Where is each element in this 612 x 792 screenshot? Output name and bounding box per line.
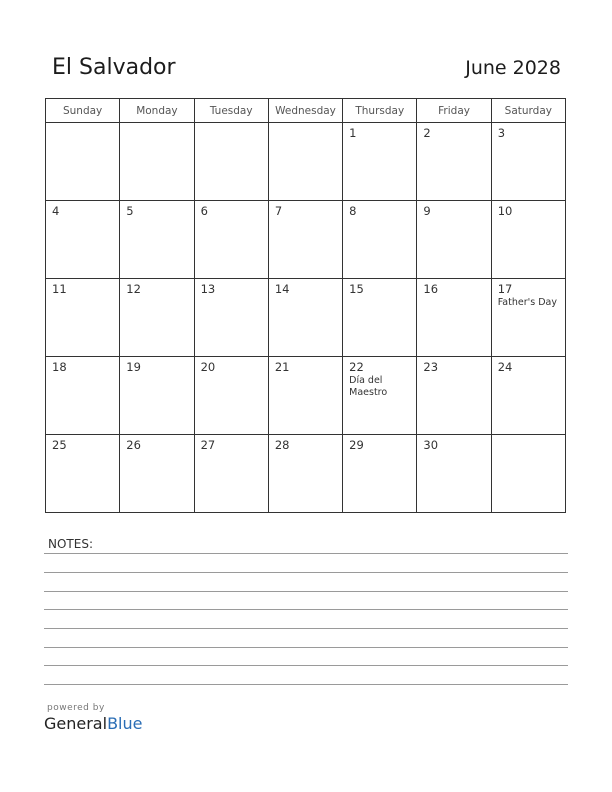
- day-cell[interactable]: [120, 279, 194, 357]
- day-cell[interactable]: [46, 201, 120, 279]
- day-cell[interactable]: [269, 279, 343, 357]
- day-number: 24: [497, 360, 513, 374]
- weekday-header: Wednesday: [269, 99, 343, 123]
- day-number: 13: [200, 282, 216, 296]
- day-number: 9: [423, 204, 431, 218]
- day-cell[interactable]: [492, 279, 566, 357]
- holiday-label: Father's Day: [497, 297, 557, 308]
- holiday-label: Día del Maestro: [349, 375, 388, 398]
- day-cell[interactable]: [195, 357, 269, 435]
- day-number: 12: [126, 282, 141, 296]
- day-cell[interactable]: [492, 357, 566, 435]
- note-line: [44, 572, 568, 573]
- day-number: 3: [497, 126, 506, 140]
- day-cell[interactable]: [195, 435, 269, 513]
- calendar-grid: [45, 98, 566, 513]
- day-cell[interactable]: [343, 201, 417, 279]
- day-number: 26: [126, 438, 141, 452]
- day-number: 20: [200, 360, 216, 374]
- day-number: 28: [274, 438, 290, 452]
- note-line: [44, 553, 568, 554]
- day-number: 10: [497, 204, 513, 218]
- note-line: [44, 628, 568, 629]
- day-cell[interactable]: [492, 201, 566, 279]
- day-number: 21: [274, 360, 290, 374]
- day-number: 23: [423, 360, 439, 374]
- day-number: 29: [349, 438, 364, 452]
- day-number: 2: [423, 126, 431, 140]
- day-cell[interactable]: [343, 279, 417, 357]
- day-cell[interactable]: [417, 279, 491, 357]
- day-cell[interactable]: [417, 357, 491, 435]
- day-number: 17: [497, 282, 513, 296]
- calendar: [45, 98, 566, 513]
- day-cell[interactable]: [343, 357, 417, 435]
- day-number: 8: [349, 204, 357, 218]
- day-number: 7: [274, 204, 283, 218]
- day-number: 25: [52, 438, 67, 452]
- day-cell[interactable]: [46, 279, 120, 357]
- weekday-header: Saturday: [492, 99, 566, 123]
- day-cell[interactable]: [120, 357, 194, 435]
- day-number: 6: [200, 204, 208, 218]
- day-number: 4: [52, 204, 60, 218]
- brand-logo[interactable]: [44, 714, 142, 733]
- powered-by-text: powered by: [47, 703, 105, 713]
- day-number: 11: [52, 282, 67, 296]
- day-cell[interactable]: [46, 435, 120, 513]
- day-cell[interactable]: [269, 435, 343, 513]
- day-number: 14: [274, 282, 290, 296]
- note-line: [44, 591, 568, 592]
- day-number: 27: [200, 438, 216, 452]
- weekday-header: Thursday: [343, 99, 417, 123]
- notes-section: [44, 537, 568, 551]
- day-number: 18: [52, 360, 67, 374]
- weekday-header: Sunday: [46, 99, 120, 123]
- day-cell[interactable]: [46, 123, 120, 201]
- day-cell[interactable]: [343, 435, 417, 513]
- brand-general: General: [44, 714, 108, 733]
- note-line: [44, 647, 568, 648]
- weekday-header: Monday: [120, 99, 194, 123]
- day-cell[interactable]: [120, 123, 194, 201]
- day-number: 1: [349, 126, 357, 140]
- page-title: El Salvador: [52, 55, 176, 80]
- day-cell[interactable]: [195, 201, 269, 279]
- day-number: 15: [349, 282, 364, 296]
- weekday-header: Tuesday: [195, 99, 269, 123]
- day-number: 22: [349, 360, 364, 374]
- day-number: 19: [126, 360, 141, 374]
- note-line: [44, 684, 568, 685]
- month-year-title: June 2028: [465, 57, 561, 79]
- day-cell[interactable]: [417, 201, 491, 279]
- day-number: 5: [126, 204, 134, 218]
- day-cell[interactable]: [492, 123, 566, 201]
- day-cell[interactable]: [343, 123, 417, 201]
- notes-label: NOTES:: [48, 537, 93, 551]
- day-cell[interactable]: [195, 123, 269, 201]
- day-cell[interactable]: [195, 279, 269, 357]
- day-cell[interactable]: [269, 357, 343, 435]
- day-cell[interactable]: [492, 435, 566, 513]
- day-cell[interactable]: [269, 123, 343, 201]
- day-cell[interactable]: [417, 435, 491, 513]
- day-cell[interactable]: [120, 435, 194, 513]
- weekday-header: Friday: [417, 99, 491, 123]
- day-cell[interactable]: [269, 201, 343, 279]
- footer-branding: [44, 703, 142, 733]
- day-cell[interactable]: [46, 357, 120, 435]
- day-cell[interactable]: [417, 123, 491, 201]
- day-number: 30: [423, 438, 439, 452]
- brand-blue: Blue: [107, 714, 143, 733]
- day-number: 16: [423, 282, 439, 296]
- day-cell[interactable]: [120, 201, 194, 279]
- note-line: [44, 609, 568, 610]
- note-line: [44, 665, 568, 666]
